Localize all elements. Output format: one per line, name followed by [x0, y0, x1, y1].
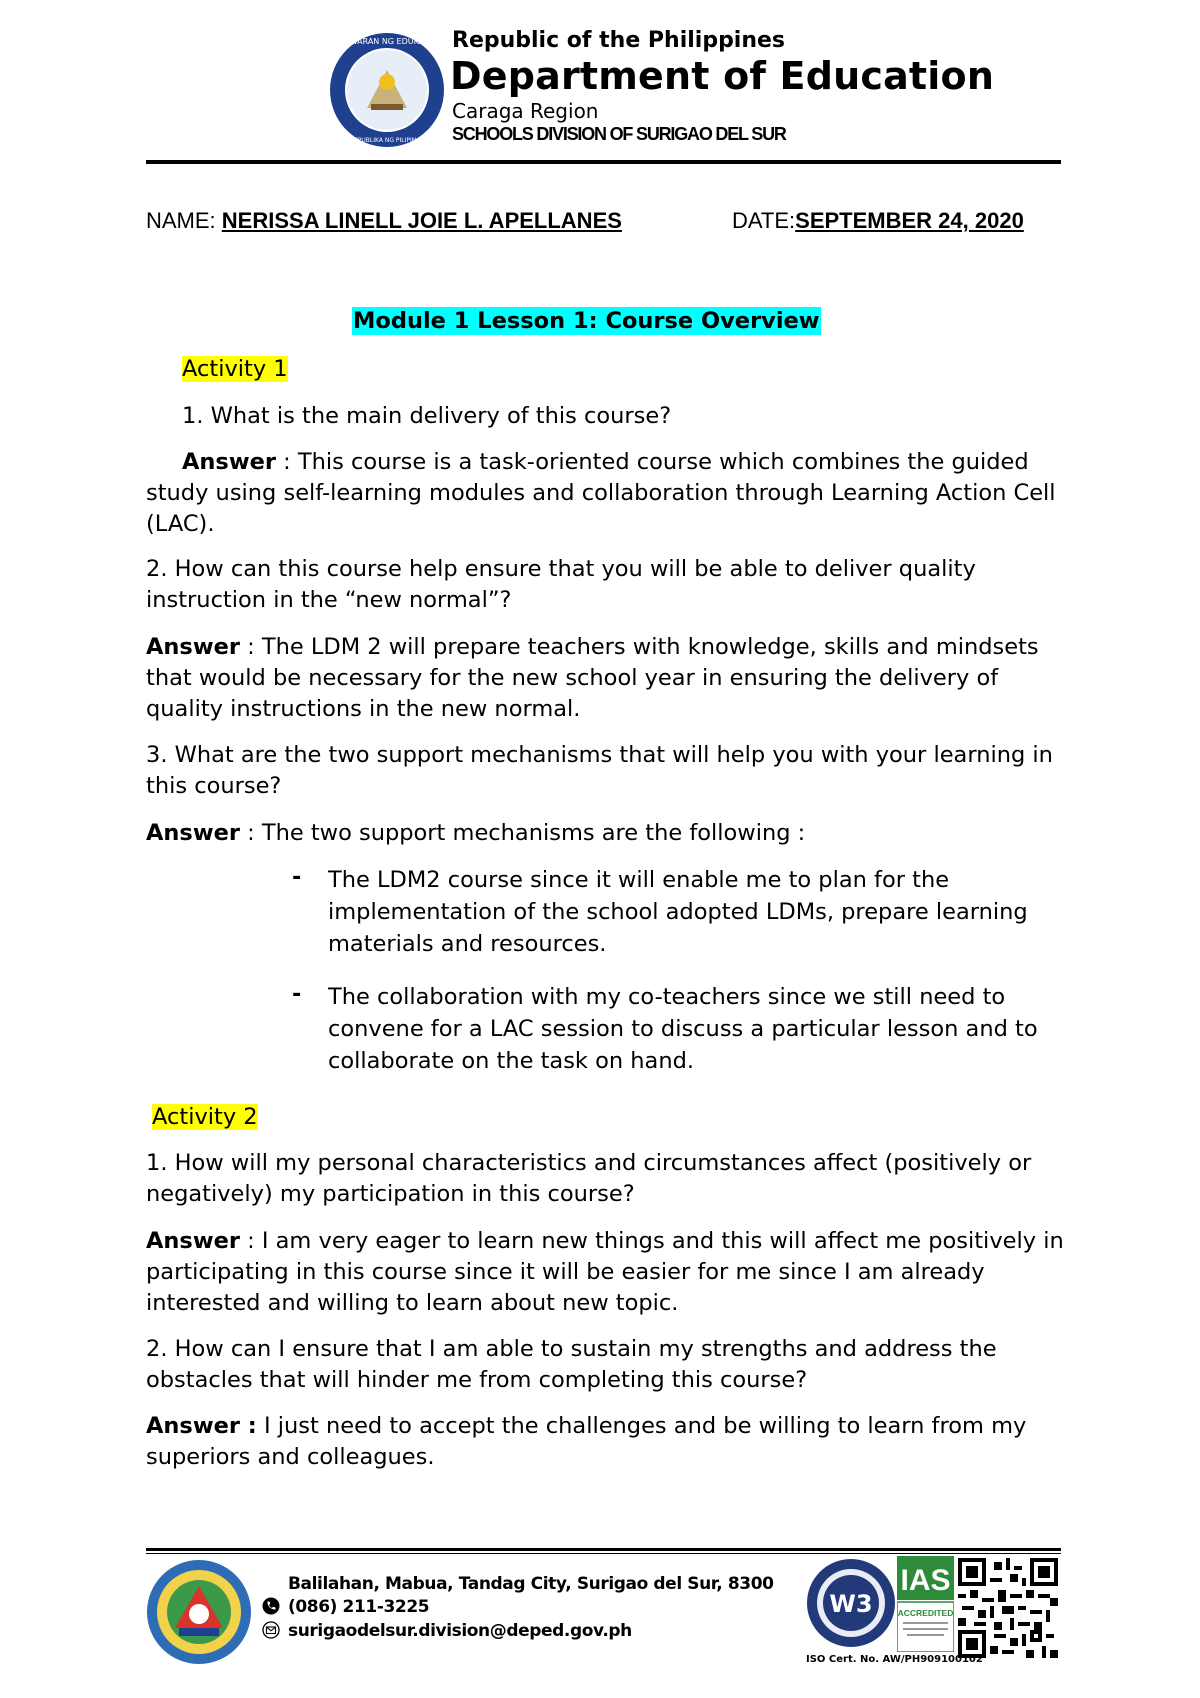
activity2-a1 — [146, 1226, 1066, 1319]
activity2-a2 — [146, 1411, 1066, 1473]
answer-label: Answer : — [146, 1413, 257, 1439]
answer-label: Answer — [182, 449, 276, 475]
activity2-heading-text: Activity 2 — [152, 1104, 258, 1130]
name-line — [146, 208, 622, 234]
activity1-a1 — [146, 447, 1066, 540]
bullet-item-1: The LDM2 course since it will enable me to plan for the implementation of the school adopted LDMs, prepare learning materials and resources. — [328, 867, 1028, 957]
w3-certification-logo — [805, 1557, 897, 1649]
ias-accredited-logo — [897, 1556, 954, 1652]
activity2-q2: 2. How can I ensure that I am able to sustain my strengths and address the obstacles that will hinder me from completing this course? — [146, 1336, 997, 1393]
footer-email: surigaodelsur.division@deped.gov.ph — [288, 1621, 632, 1641]
answer-label: Answer — [146, 634, 240, 660]
header-divider — [146, 160, 1061, 164]
activity2-q1: 1. How will my personal characteristics and circumstances affect (positively or negatively) my participation in this course? — [146, 1150, 1032, 1207]
bullet-item-2: The collaboration with my co-teachers since we still need to convene for a LAC session to discuss a particular lesson and to collaborate on the task on hand. — [328, 984, 1038, 1074]
ias-logo-text: IAS — [900, 1564, 951, 1597]
activity1-heading — [182, 354, 288, 385]
activity1-a3 — [146, 818, 1066, 849]
ias-sub-text: ACCREDITED — [897, 1608, 954, 1618]
seal-top-text: KAGAWARAN NG EDUKASYON — [327, 37, 447, 46]
division-seal-logo — [145, 1558, 253, 1666]
date-value: SEPTEMBER 24, 2020 — [795, 208, 1024, 233]
student-name: NERISSA LINELL JOIE L. APELLANES — [221, 208, 622, 233]
qr-code — [958, 1558, 1058, 1658]
footer-phone: (086) 211-3225 — [288, 1597, 430, 1617]
activity2-heading — [152, 1102, 258, 1133]
phone-icon — [262, 1597, 280, 1615]
activity1-a2 — [146, 632, 1066, 725]
activity1-q1: 1. What is the main delivery of this course? — [182, 403, 672, 429]
answer-label: Answer — [146, 1228, 240, 1254]
bullet-marker: - — [292, 864, 302, 890]
footer-divider-thin — [146, 1553, 1061, 1554]
header-region: Caraga Region — [452, 99, 599, 123]
date-line — [732, 208, 1024, 234]
answer-text: : The LDM 2 will prepare teachers with knowledge, skills and mindsets that would be necessary for the new school year in ensuring the delivery of quality instructions in the new normal. — [146, 634, 1039, 722]
activity1-q2: 2. How can this course help ensure that you will be able to deliver quality instruction in the “new normal”? — [146, 556, 976, 613]
answer-text: : I am very eager to learn new things and this will affect me positively in participating in this course since it will be easier for me since I am already interested and willing to learn about new topic. — [146, 1228, 1064, 1316]
document-title: Module 1 Lesson 1: Course Overview — [353, 308, 820, 334]
answer-text: : The two support mechanisms are the following : — [239, 820, 806, 846]
w3-logo-text: W3 — [829, 1590, 873, 1618]
activity1-heading-text: Activity 1 — [182, 356, 288, 382]
answer-text: I just need to accept the challenges and be willing to learn from my superiors and colleagues. — [146, 1413, 1027, 1470]
footer-address: Balilahan, Mabua, Tandag City, Surigao del Sur, 8300 — [288, 1574, 774, 1594]
iso-certificate-number: ISO Cert. No. AW/PH909100102 — [806, 1654, 983, 1665]
date-label: DATE: — [732, 208, 796, 233]
name-label: NAME: — [146, 208, 222, 233]
activity1-q3: 3. What are the two support mechanisms that will help you with your learning in this course? — [146, 742, 1053, 799]
header-department: Department of Education — [450, 54, 995, 98]
email-icon — [262, 1621, 280, 1639]
answer-text: : This course is a task-oriented course which combines the guided study using self-learning modules and collaboration through Learning Action Cell (LAC). — [146, 449, 1056, 537]
bullet-marker: - — [292, 981, 302, 1007]
footer-divider — [146, 1548, 1061, 1551]
seal-bottom-text: REPUBLIKA NG PILIPINAS — [349, 137, 425, 144]
header-division: SCHOOLS DIVISION OF SURIGAO DEL SUR — [452, 124, 786, 144]
answer-label: Answer — [146, 820, 240, 846]
deped-seal-logo — [327, 30, 447, 150]
header-republic: Republic of the Philippines — [452, 28, 786, 53]
